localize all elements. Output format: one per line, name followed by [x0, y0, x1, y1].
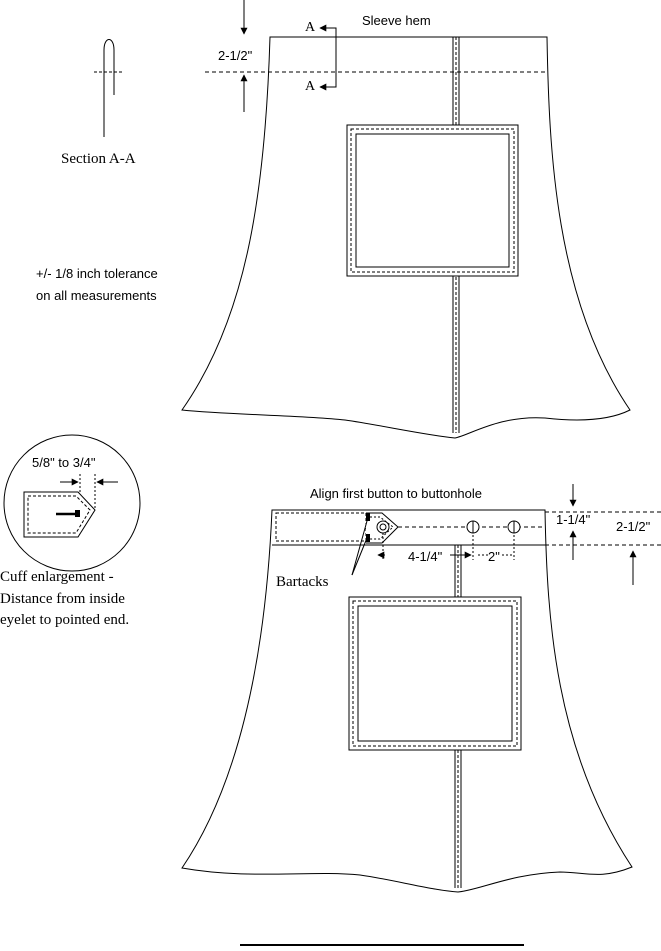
section-aa-drawing: [94, 40, 124, 138]
cuff-dimension-label: 5/8" to 3/4": [32, 455, 96, 470]
align-button-title: Align first button to buttonhole: [310, 486, 483, 501]
cuff-caption-line-2: Distance from inside: [0, 591, 125, 607]
cuff-height-label: 1-1/4": [556, 512, 591, 527]
section-marker-bottom: A: [305, 79, 316, 94]
section-marker-top: A: [305, 20, 316, 35]
bottom-patch: [349, 597, 521, 750]
tolerance-line-1: +/- 1/8 inch tolerance: [36, 266, 158, 281]
bottom-cuff-band: [272, 513, 545, 545]
bottom-hem-height-label: 2-1/2": [616, 519, 651, 534]
cuff-caption-line-1: Cuff enlargement -: [0, 569, 114, 585]
hem-height-label: 2-1/2": [218, 48, 253, 63]
button-spacing-label: 2": [488, 549, 500, 564]
section-aa-label: Section A-A: [61, 151, 136, 167]
bartacks-leader-lines: [352, 521, 367, 575]
tolerance-line-2: on all measurements: [36, 288, 157, 303]
cuff-caption-line-3: eyelet to pointed end.: [0, 612, 130, 628]
sleeve-hem-title: Sleeve hem: [362, 13, 431, 28]
bottom-buttons: [467, 521, 520, 533]
bartacks-label: Bartacks: [276, 574, 329, 590]
first-button-distance-label: 4-1/4": [408, 549, 443, 564]
top-patch: [347, 125, 518, 276]
